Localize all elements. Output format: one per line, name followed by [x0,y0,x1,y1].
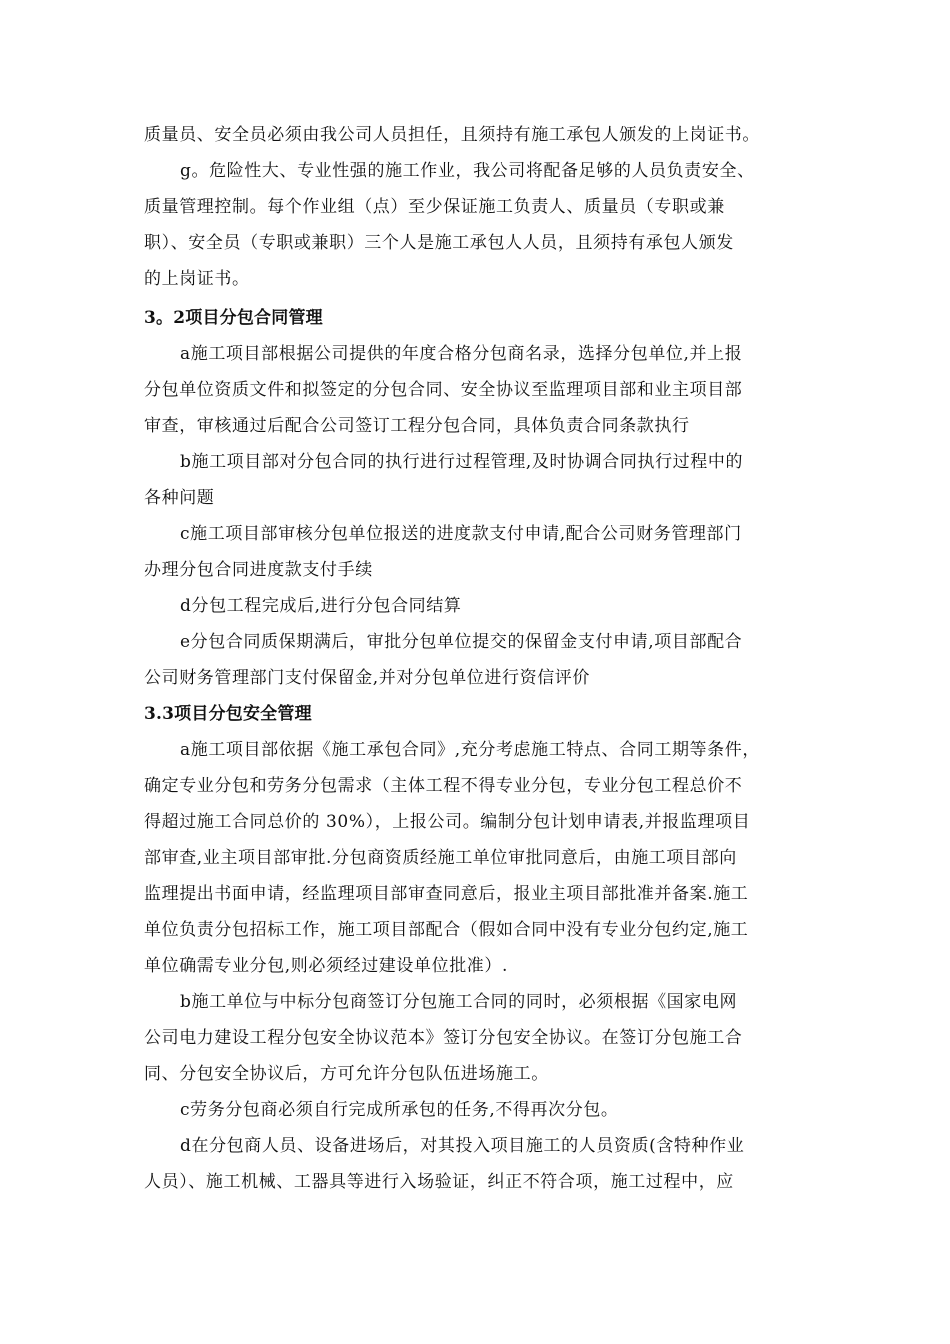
paragraph-line: 质量管理控制。每个作业组（点）至少保证施工负责人、质量员（专职或兼 [144,197,725,217]
paragraph-line: a施工项目部根据公司提供的年度合格分包商名录，选择分包单位,并上报 [180,344,743,364]
paragraph-line: 分包单位资质文件和拟签定的分包合同、安全协议至监理项目部和业主项目部 [144,380,743,400]
paragraph-line: 单位确需专业分包,则必须经过建设单位批准）. [144,956,509,976]
paragraph-line: 公司电力建设工程分包安全协议范本》签订分包安全协议。在签订分包施工合 [144,1028,743,1048]
paragraph-line: 单位负责分包招标工作，施工项目部配合（假如合同中没有专业分包约定,施工 [144,920,749,940]
paragraph-line: 质量员、安全员必须由我公司人员担任，且须持有施工承包人颁发的上岗证书。 [144,125,760,145]
paragraph-line: c施工项目部审核分包单位报送的进度款支付申请,配合公司财务管理部门 [180,524,742,544]
paragraph-line: b施工单位与中标分包商签订分包施工合同的同时，必须根据《国家电网 [180,992,738,1012]
section-heading: 3.3项目分包安全管理 [144,704,312,724]
paragraph-line: 职）、安全员（专职或兼职）三个人是施工承包人人员，且须持有承包人颁发 [144,233,734,253]
paragraph-line: 部审查,业主项目部审批.分包商资质经施工单位审批同意后，由施工项目部向 [144,848,737,868]
paragraph-line: 办理分包合同进度款支付手续 [144,560,373,580]
paragraph-line: d分包工程完成后,进行分包合同结算 [180,596,462,616]
paragraph-line: d在分包商人员、设备进场后，对其投入项目施工的人员资质(含特种作业 [180,1136,745,1156]
paragraph-line: 的上岗证书。 [144,269,250,289]
paragraph-line: c劳务分包商必须自行完成所承包的任务,不得再次分包。 [180,1100,619,1120]
paragraph-line: 审查，审核通过后配合公司签订工程分包合同，具体负责合同条款执行 [144,416,690,436]
paragraph-line: 确定专业分包和劳务分包需求（主体工程不得专业分包，专业分包工程总价不 [144,776,743,796]
paragraph-line: e分包合同质保期满后，审批分包单位提交的保留金支付申请,项目部配合 [180,632,743,652]
paragraph-line: 监理提出书面申请，经监理项目部审查同意后，报业主项目部批准并备案.施工 [144,884,749,904]
paragraph-line: b施工项目部对分包合同的执行进行过程管理,及时协调合同执行过程中的 [180,452,744,472]
paragraph-line: 人员）、施工机械、工器具等进行入场验证，纠正不符合项，施工过程中，应 [144,1172,734,1192]
paragraph-line: g。危险性大、专业性强的施工作业，我公司将配备足够的人员负责安全、 [180,161,755,181]
section-heading: 3。2项目分包合同管理 [144,308,323,328]
paragraph-line: 同、分包安全协议后，方可允许分包队伍进场施工。 [144,1064,549,1084]
paragraph-line: 得超过施工合同总价的 30%），上报公司。编制分包计划申请表,并报监理项目 [144,812,751,832]
paragraph-line: 公司财务管理部门支付保留金,并对分包单位进行资信评价 [144,668,591,688]
paragraph-line: 各种问题 [144,488,215,508]
paragraph-line: a施工项目部依据《施工承包合同》,充分考虑施工特点、合同工期等条件， [180,740,760,760]
